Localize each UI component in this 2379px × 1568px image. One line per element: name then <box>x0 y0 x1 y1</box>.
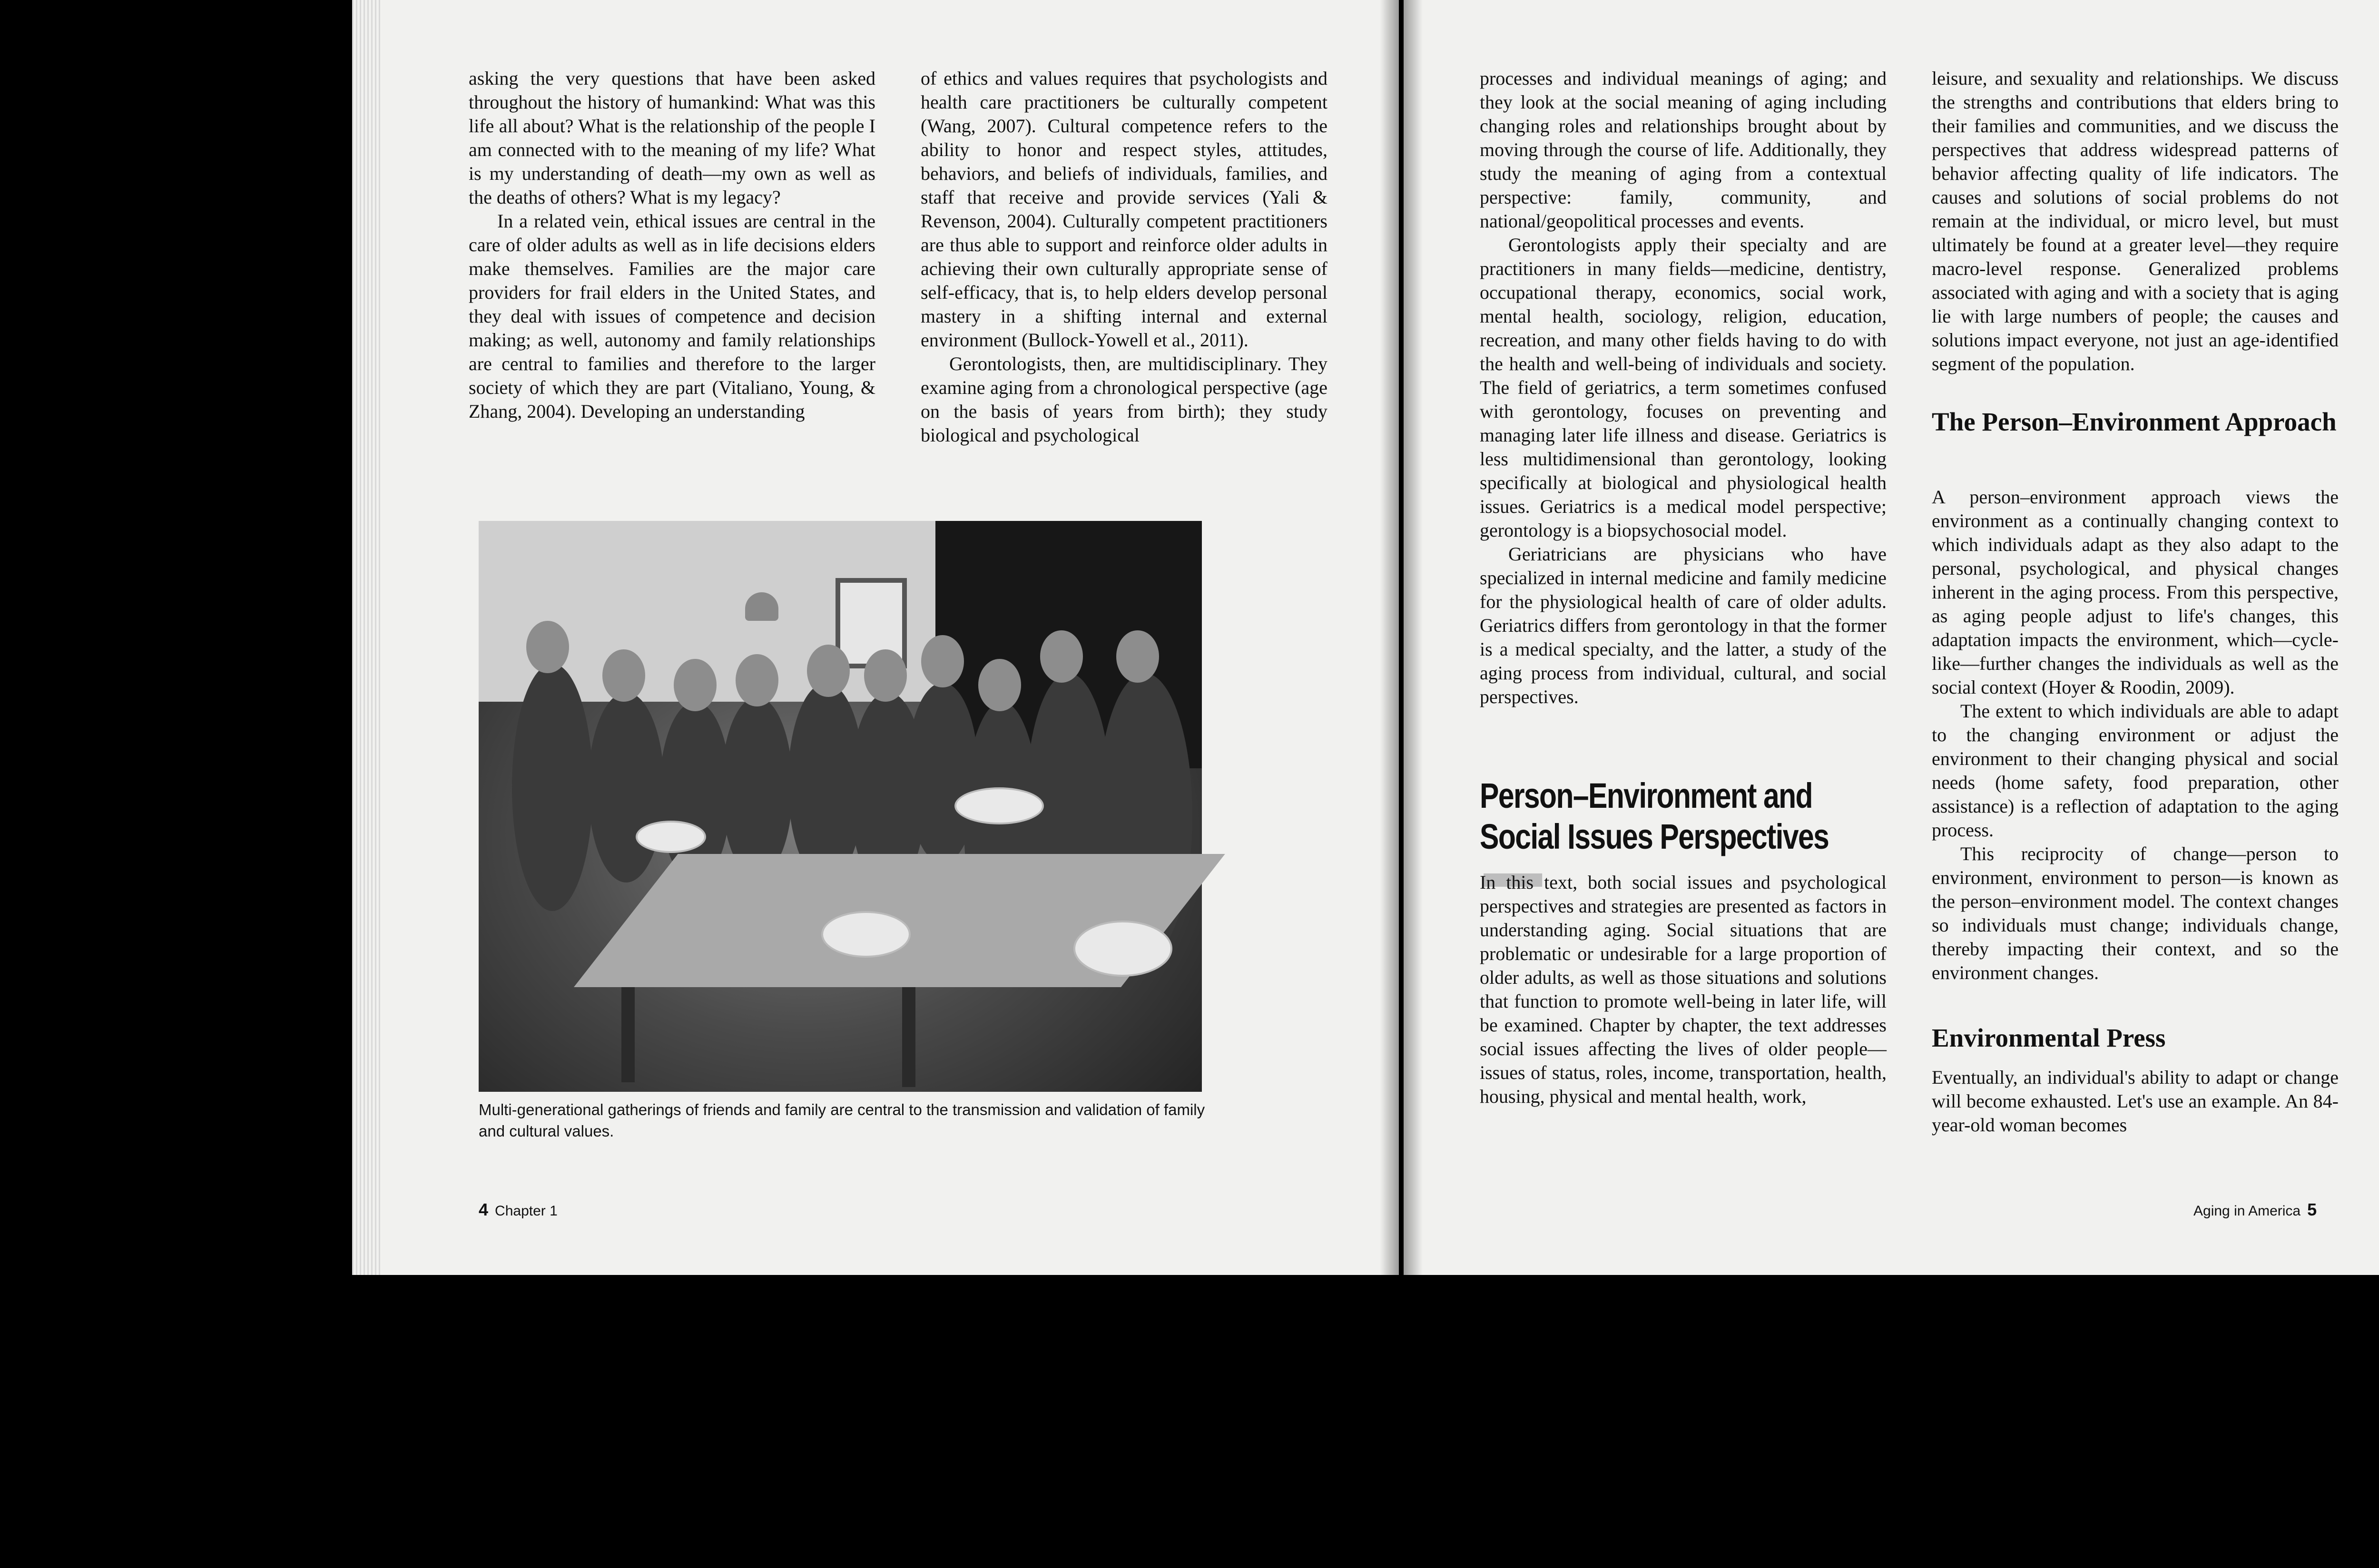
right-column-2 <box>1932 67 2339 376</box>
left-folio <box>479 1200 558 1220</box>
photo-face <box>978 659 1021 711</box>
photo-face <box>736 654 778 706</box>
paragraph: of ethics and values requires that psychologists and health care practitioners be culturally competent (Wang, 2007). Cultural competence refers to the ability to honor and respect styles, attitudes, behaviors, and beliefs of individuals, families, and staff that receive and provide services (Yali & Revenson, 2004). Culturally competent practitioners are thus able to support and reinforce older adults in achieving their own culturally appropriate sense of self-efficacy, that is, to help elders develop personal mastery in a shifting internal and external environment (Bullock-Yowell et al., 2011). <box>921 68 1327 351</box>
paragraph: processes and individual meanings of aging; and they look at the social meaning of aging including changing roles and relationships brought about by moving through the course of life. Additionally, they study the meaning of aging from a contextual perspective: family, community, and national/geopolitical processes and events. <box>1480 68 1887 232</box>
photo-face <box>807 645 850 697</box>
section-title-line: Person–Environment and <box>1480 776 1812 815</box>
right-column-1-continued <box>1480 871 1887 1108</box>
photo-face <box>1040 630 1083 683</box>
photo-plate <box>636 821 706 853</box>
chapter-label: Aging in America <box>2193 1203 2301 1219</box>
page-number: 5 <box>2307 1200 2317 1219</box>
subheading: The Person–Environment Approach <box>1932 407 2337 436</box>
page-number: 4 <box>479 1200 489 1219</box>
photo-plate <box>821 911 911 958</box>
paragraph: Eventually, an individual's ability to adapt or change will become exhausted. Let's use an example. An 84-year-old woman becomes <box>1932 1067 2339 1136</box>
left-column-2 <box>921 67 1327 447</box>
right-column-2-end <box>1932 1066 2339 1137</box>
right-column-1 <box>1480 67 1887 709</box>
photo-plate <box>954 787 1044 824</box>
photo-face <box>526 621 569 673</box>
paragraph: Geriatricians are physicians who have specialized in internal medicine and family medicine for the physiological health of care of older adults. Geriatrics differs from gerontology in that the former is a medical specialty, and the latter, a study of the aging process from individual, cultural, and social perspectives. <box>1480 543 1887 707</box>
photo-table-leg <box>621 987 635 1082</box>
left-column-1 <box>469 67 875 423</box>
right-folio <box>2193 1200 2317 1220</box>
photo-plate <box>1073 921 1172 977</box>
paragraph: The extent to which individuals are able to adapt to the changing environment or adjust the environment to their changing physical and social needs (home safety, food preparation, other assistance) is a reflection of adaptation to the aging process. <box>1932 700 2339 841</box>
photo-face <box>674 659 717 711</box>
photo-person <box>588 692 664 882</box>
paragraph: leisure, and sexuality and relationships. We discuss the strengths and contributions that elders bring to their families and communities, and we discuss the perspectives that address widespread patterns of behavior affecting quality of life indicators. The causes and solutions of social problems do not remain at the individual, or micro level, but must ultimately be found at a greater level—they require macro-level response. Generalized problems associated with aging and with a society that is aging lie with large numbers of people; the causes and solutions impact everyone, not just an age-identified segment of the population. <box>1932 68 2339 374</box>
spine-shadow <box>1380 0 1399 1275</box>
photo-face <box>1116 630 1159 683</box>
paragraph: This reciprocity of change—person to environment, environment to person—is known as the person–environment model. The context changes so individuals must change; individuals change, thereby impacting their context, and so the environment changes. <box>1932 843 2339 983</box>
paragraph: Gerontologists apply their specialty and are practitioners in many fields—medicine, dentistry, occupational therapy, economics, social work, mental health, sociology, religion, education, recreation, and many other fields having to do with the health and well-being of individuals and society. The field of geriatrics, a term sometimes confused with gerontology, focuses on preventing and managing later life illness and disease. Geriatrics is less multidimensional than gerontology, looking specifically at biological and physiological health issues. Geriatrics is a medical model perspective; gerontology is a biopsychosocial model. <box>1480 234 1887 541</box>
photo-face <box>921 635 964 687</box>
left-page <box>352 0 1399 1275</box>
photo-face <box>602 649 645 702</box>
paragraph: A person–environment approach views the environment as a continually changing context to which individuals adapt as they also adapt to the personal, psychological, and physical changes inherent in the aging process. From this perspective, as aging people adjust to life's changes, this adaptation impacts the environment, which—cycle-like—further changes the individuals as well as the social context (Hoyer & Roodin, 2009). <box>1932 486 2339 698</box>
paragraph: In a related vein, ethical issues are central in the care of older adults as well as in life decisions elders make themselves. Families are the major care providers for frail elders in the United States, and they deal with issues of competence and decision making; as well, autonomy and family relationships are central to families and therefore to the larger society of which they are part (Vitaliano, Young, & Zhang, 2004). Developing an understanding <box>469 210 875 422</box>
page-edge <box>352 0 381 1275</box>
photo-caption: Multi-generational gatherings of friends and family are central to the transmission and validation of family and cultural values. <box>479 1101 1205 1140</box>
subheading: Environmental Press <box>1932 1023 2166 1052</box>
paragraph: Gerontologists, then, are multidisciplinary. They examine aging from a chronological perspective (age on the basis of years from birth); they study biological and psychological <box>921 353 1327 446</box>
photo-person <box>721 697 793 878</box>
right-column-2-section <box>1932 485 2339 985</box>
paragraph: In this text, both social issues and psychological perspectives and strategies are presented as factors in understanding aging. Social situations that are problematic or undesirable for a large proportion of older adults, as well as those situations and solutions that function to promote well-being in later life, will be examined. Chapter by chapter, the text addresses social issues affecting the lives of older people—issues of status, roles, income, transportation, health, housing, physical and mental health, work, <box>1480 872 1887 1107</box>
right-page <box>1404 0 2379 1275</box>
chapter-label: Chapter 1 <box>495 1203 558 1219</box>
section-title-line: Social Issues Perspectives <box>1480 817 1829 856</box>
photo-person <box>512 664 593 911</box>
photo-face <box>864 649 907 702</box>
family-gathering-photo <box>479 521 1202 1092</box>
photo-table-leg <box>902 987 915 1087</box>
paragraph: asking the very questions that have been asked throughout the history of humankind: What was this life all about? What is the relationship of the people I am connected with to the meaning of my life? What is my understanding of death—my own as well as the deaths of others? What is my legacy? <box>469 68 875 208</box>
spine-shadow <box>1404 0 1423 1275</box>
